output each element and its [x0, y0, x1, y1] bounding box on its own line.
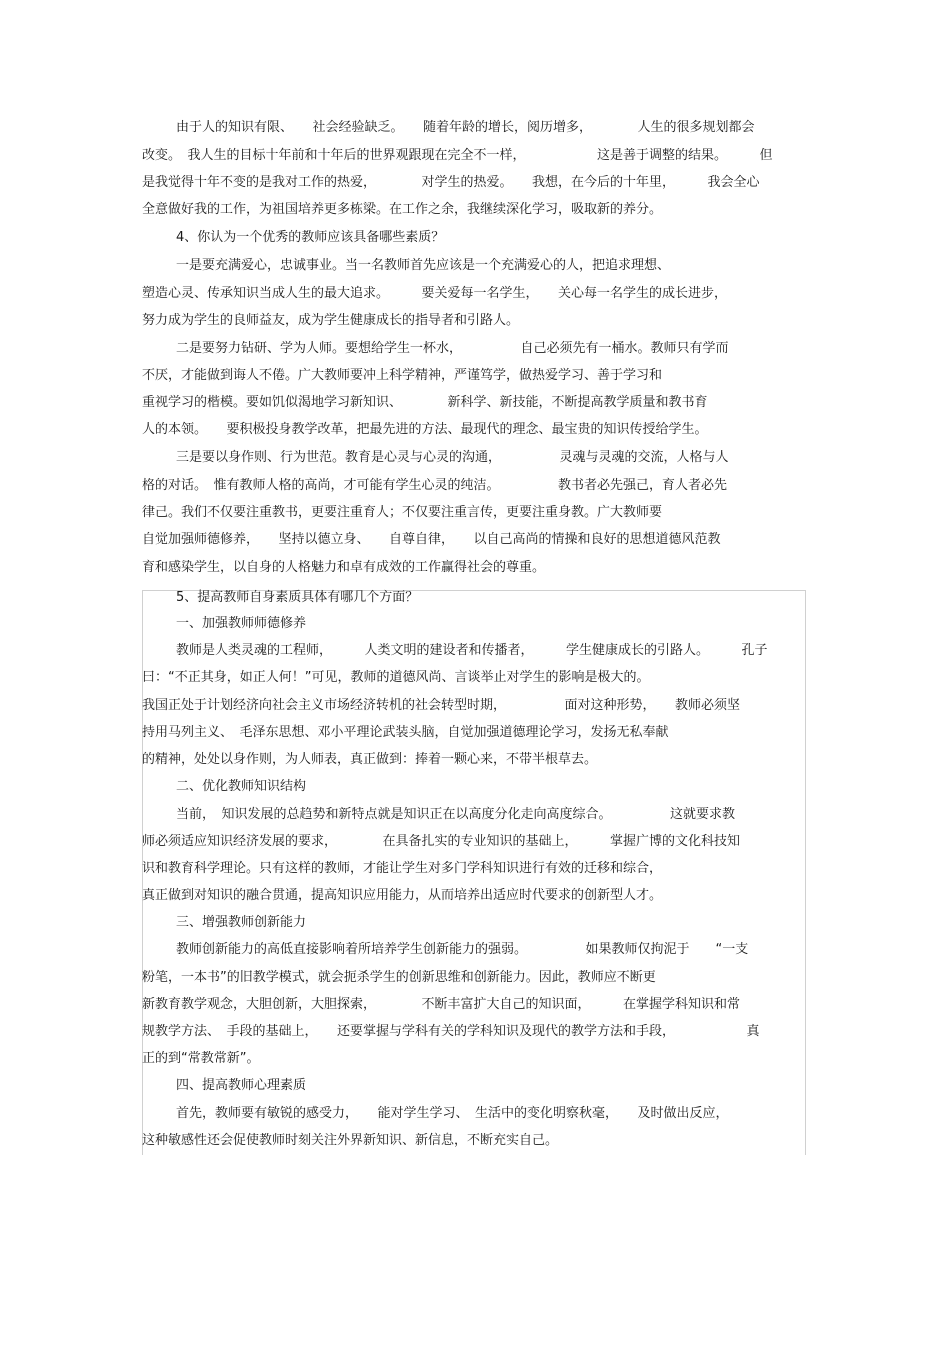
question-heading: 4、你认为一个优秀的教师应该具备哪些素质？: [176, 230, 445, 245]
section-heading: 三、增强教师创新能力: [176, 915, 307, 930]
paragraph-line: 全意做好我的工作，为祖国培养更多栋梁。在工作之余，我继续深化学习，吸取新的养分。: [142, 202, 663, 217]
paragraph-line: 是我觉得十年不变的是我对工作的热爱， 对学生的热爱。 我想，在今后的十年里， 我会全心: [142, 175, 760, 190]
paragraph-line: 规教学方法、 手段的基础上， 还要掌握与学科有关的学科知识及现代的教学方法和手段， 真: [142, 1024, 760, 1039]
paragraph-line: 律己。我们不仅要注重教书，更要注重育人；不仅要注重言传，更要注重身教。广大教师要: [142, 505, 663, 520]
paragraph-line: 重视学习的楷模。要如饥似渴地学习新知识、 新科学、新技能，不断提高教学质量和教书育: [142, 395, 708, 410]
paragraph-line: 的精神，处处以身作则，为人师表，真正做到：捧着一颗心来，不带半根草去。: [142, 752, 598, 767]
paragraph-line: 真正做到对知识的融合贯通，提高知识应用能力，从而培养出适应时代要求的创新型人才。: [142, 888, 663, 903]
paragraph-line: 持用马列主义、 毛泽东思想、邓小平理论武装头脑，自觉加强道德理论学习，发扬无私奉献: [142, 725, 669, 740]
paragraph-line: 曰：“不正其身，如正人何！”可见，教师的道德风尚、言谈举止对学生的影响是极大的。: [142, 670, 650, 685]
paragraph-line: 二是要努力钻研、学为人师。要想给学生一杯水， 自己必须先有一桶水。教师只有学而: [176, 341, 729, 356]
paragraph-line: 育和感染学生，以自身的人格魅力和卓有成效的工作赢得社会的尊重。: [142, 560, 546, 575]
paragraph-line: 不厌，才能做到诲人不倦。广大教师要冲上科学精神，严谨笃学，做热爱学习、善于学习和: [142, 368, 663, 383]
paragraph-line: 改变。 我人生的目标十年前和十年后的世界观跟现在完全不一样， 这是善于调整的结果。 但: [142, 148, 773, 163]
paragraph-line: 努力成为学生的良师益友，成为学生健康成长的指导者和引路人。: [142, 313, 520, 328]
paragraph-line: 三是要以身作则、行为世范。教育是心灵与心灵的沟通， 灵魂与灵魂的交流，人格与人: [176, 450, 729, 465]
paragraph-line: 粉笔，一本书”的旧教学模式，就会扼杀学生的创新思维和创新能力。因此，教师应不断更: [142, 970, 656, 985]
paragraph-line: 自觉加强师德修养， 坚持以德立身、 自尊自律， 以自己高尚的情操和良好的思想道德风范教: [142, 532, 721, 547]
paragraph-line: 格的对话。 惟有教师人格的高尚，才可能有学生心灵的纯洁。 教书者必先强己，育人者必先: [142, 478, 728, 493]
question-heading: 5、提高教师自身素质具体有哪几个方面？: [176, 590, 419, 605]
paragraph-line: 人的本领。 要积极投身教学改革，把最先进的方法、最现代的理念、最宝贵的知识传授给学生。: [142, 422, 708, 437]
paragraph-line: 这种敏感性还会促使教师时刻关注外界新知识、新信息，不断充实自己。: [142, 1133, 559, 1148]
paragraph-line: 师必须适应知识经济发展的要求， 在具备扎实的专业知识的基础上， 掌握广博的文化科技知: [142, 834, 741, 849]
paragraph-line: 我国正处于计划经济向社会主义市场经济转机的社会转型时期， 面对这种形势， 教师必须坚: [142, 698, 741, 713]
paragraph-line: 首先，教师要有敏锐的感受力， 能对学生学习、 生活中的变化明察秋毫， 及时做出反应，: [176, 1106, 729, 1121]
section-heading: 四、提高教师心理素质: [176, 1078, 307, 1093]
paragraph-line: 一是要充满爱心，忠诚事业。当一名教师首先应该是一个充满爱心的人，把追求理想、: [176, 258, 671, 273]
paragraph-line: 当前， 知识发展的总趋势和新特点就是知识正在以高度分化走向高度综合。 这就要求教: [176, 807, 736, 822]
paragraph-line: 教师创新能力的高低直接影响着所培养学生创新能力的强弱。 如果教师仅拘泥于 “一支: [176, 942, 749, 957]
paragraph-line: 教师是人类灵魂的工程师， 人类文明的建设者和传播者， 学生健康成长的引路人。 孔子: [176, 643, 768, 658]
paragraph-line: 识和教育科学理论。只有这样的教师，才能让学生对多门学科知识进行有效的迁移和综合，: [142, 861, 663, 876]
section-heading: 一、加强教师师德修养: [176, 616, 307, 631]
paragraph-line: 正的到“常教常新”。: [142, 1051, 260, 1066]
paragraph-line: 新教育教学观念，大胆创新，大胆探索， 不断丰富扩大自己的知识面， 在掌握学科知识和常: [142, 997, 741, 1012]
paragraph-line: 由于人的知识有限、 社会经验缺乏。 随着年龄的增长，阅历增多， 人生的很多规划都会: [176, 120, 755, 135]
paragraph-line: 塑造心灵、传承知识当成人生的最大追求。 要关爱每一名学生， 关心每一名学生的成长进步，: [142, 286, 728, 301]
section-heading: 二、优化教师知识结构: [176, 779, 307, 794]
